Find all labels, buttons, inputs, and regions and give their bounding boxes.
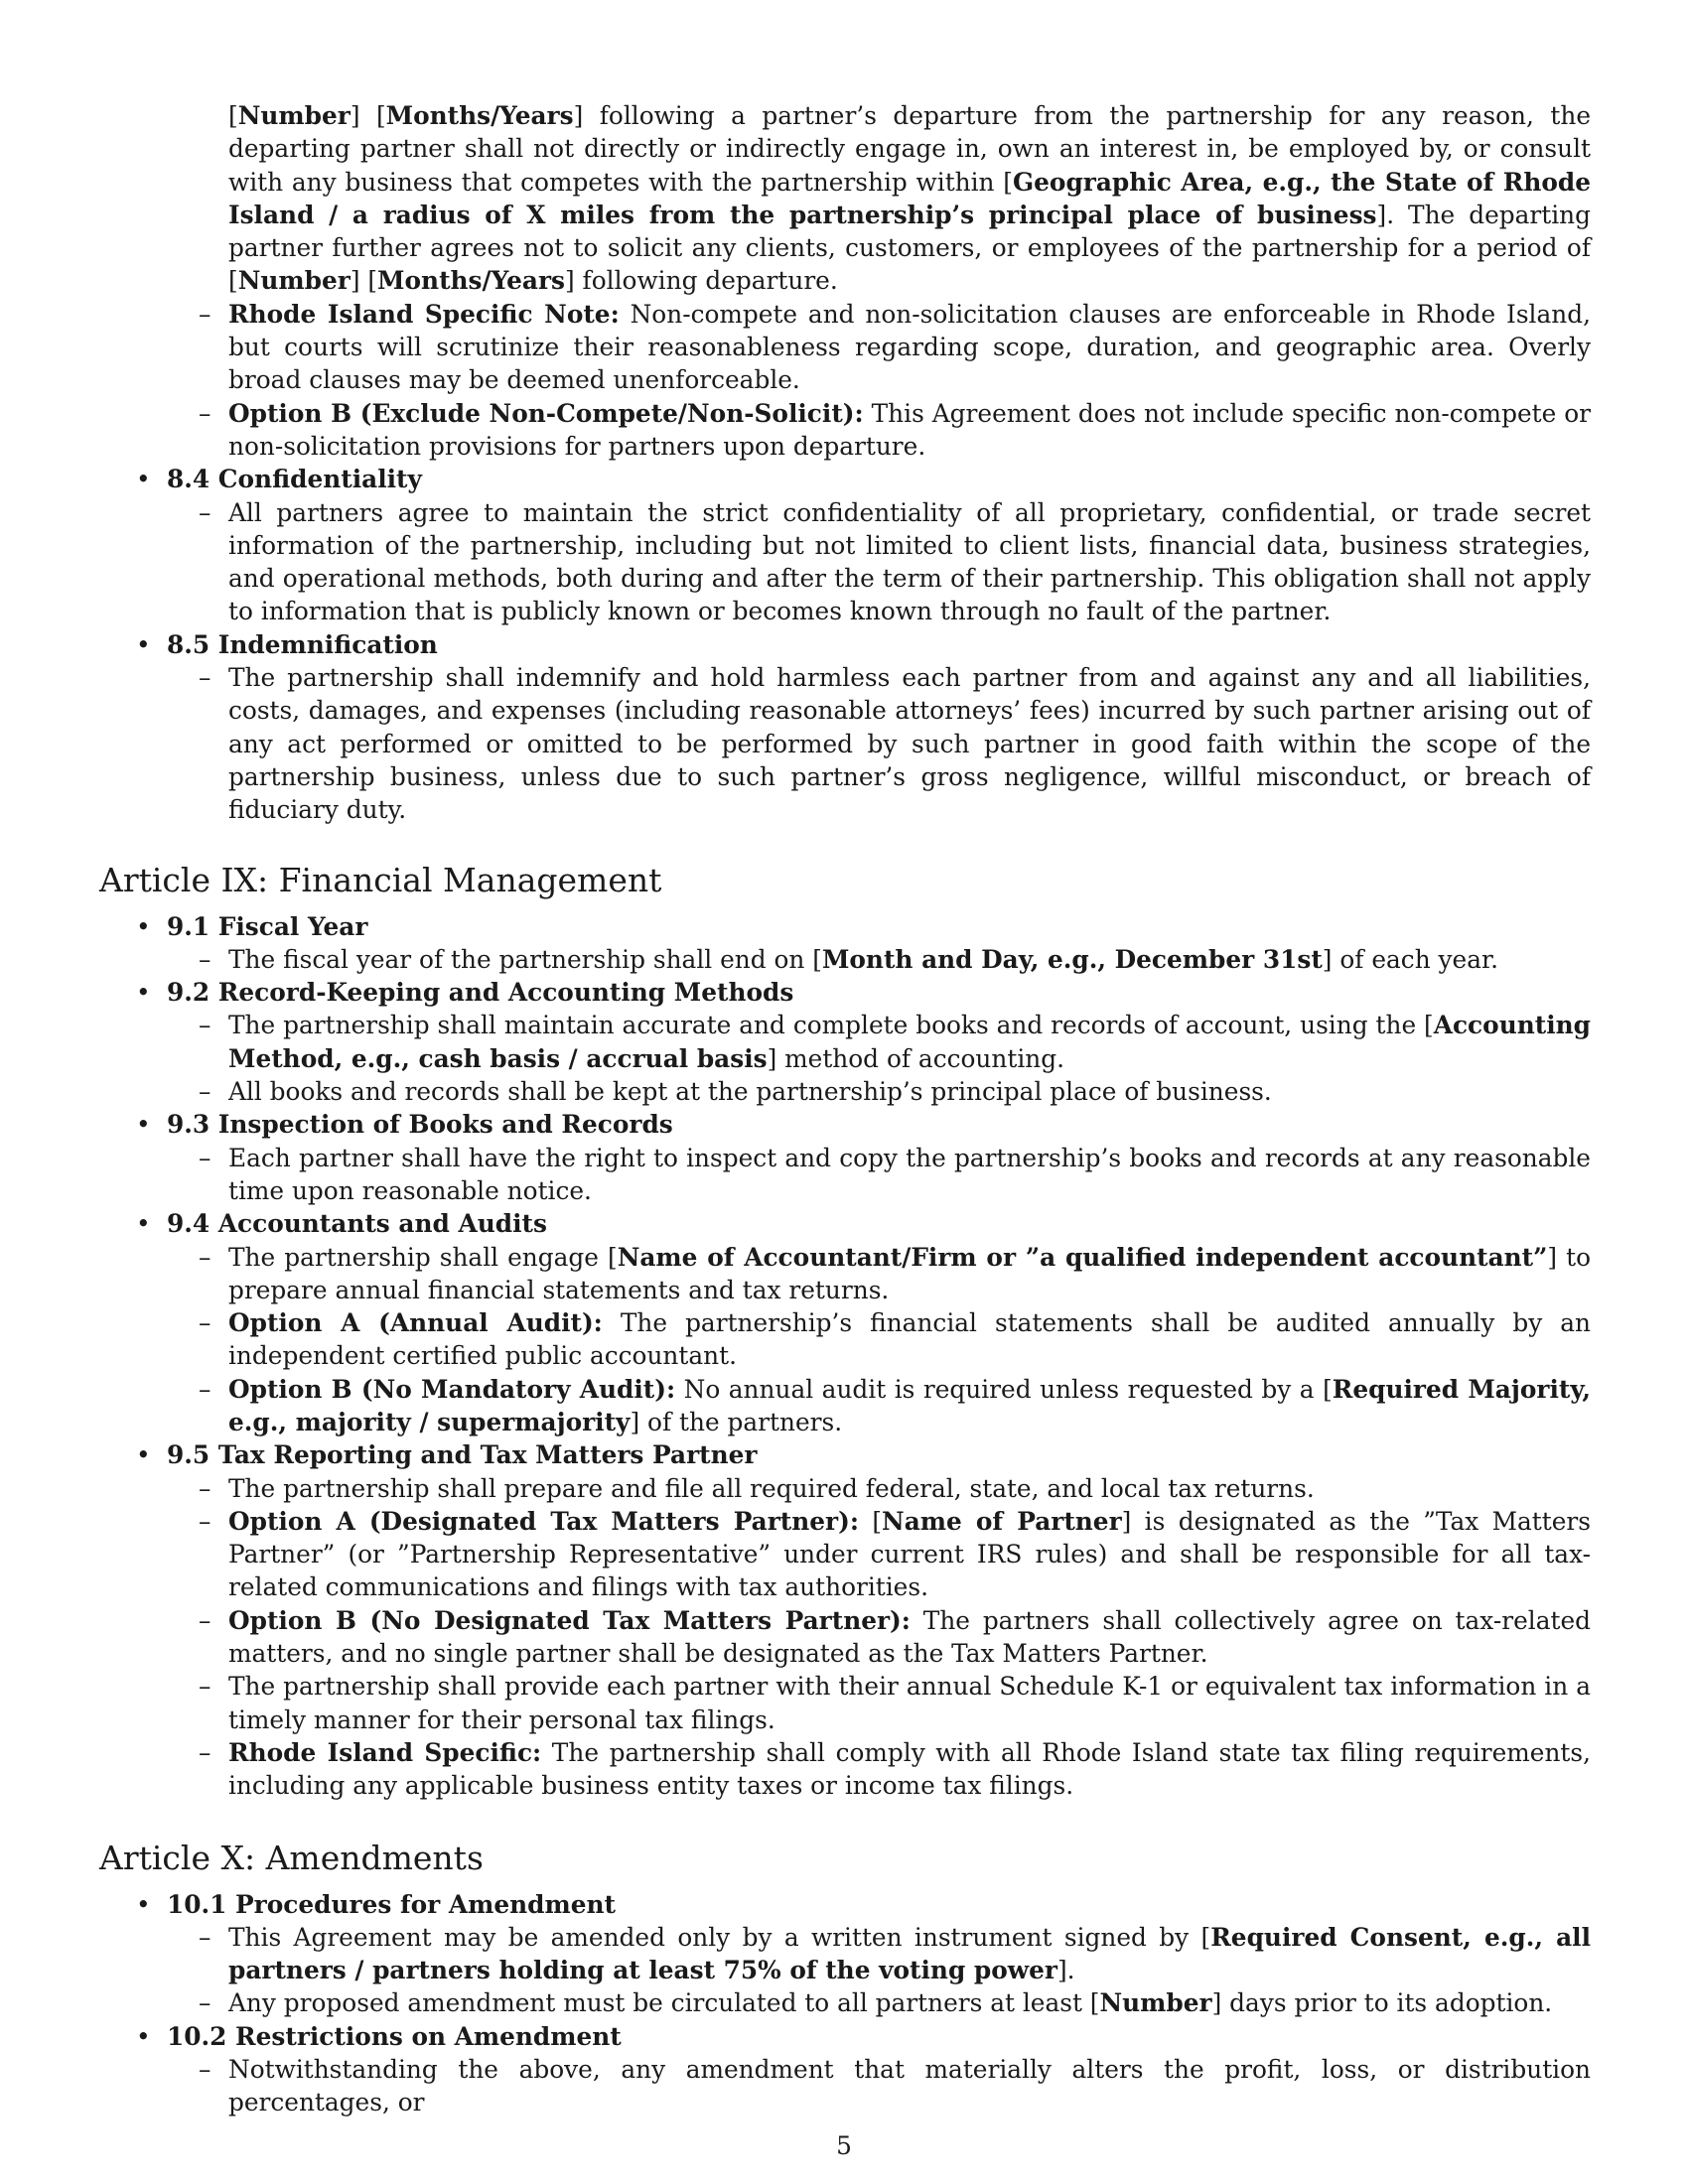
section-heading: 8.5 Indemnification bbox=[167, 629, 438, 659]
list-item bbox=[167, 496, 1591, 628]
text-run: Notwithstanding the above, any amendment that materially alters the profit, loss, or distribution percentages, or bbox=[228, 2055, 1591, 2117]
text-run: This Agreement may be amended only by a written instrument signed by [ bbox=[228, 1922, 1211, 1952]
section-9-1-items bbox=[167, 943, 1591, 976]
text-run: ] following a partner’s departure from the partnership for any reason, the departing partner shall not directly or indirectly engage in, own an interest in, be employed by, or consult with any business that competes with the partnership within [ bbox=[228, 101, 1591, 197]
section-heading: 8.4 Confidentiality bbox=[167, 465, 422, 494]
article-8-continued-list bbox=[167, 99, 1591, 463]
bold-text-run: Accounting Method, e.g., cash basis / accrual basis bbox=[228, 1011, 1591, 1073]
text-run: ] [ bbox=[350, 266, 378, 296]
section-9-2-items bbox=[167, 1009, 1591, 1108]
section-heading: 10.1 Procedures for Amendment bbox=[167, 1889, 616, 1919]
text-run: [ bbox=[228, 101, 238, 130]
text-run: All books and records shall be kept at the partnership’s principal place of business. bbox=[228, 1077, 1272, 1107]
option-b-noncompete-item bbox=[167, 397, 1591, 464]
bold-text-run: Number bbox=[237, 101, 351, 130]
list-item bbox=[167, 1921, 1591, 1987]
bold-text-run: Name of Accountant/Firm or ”a qualified independent accountant” bbox=[617, 1242, 1548, 1272]
list-item bbox=[167, 1670, 1591, 1736]
section-8-5-items bbox=[167, 661, 1591, 826]
section-10-2 bbox=[99, 2020, 1591, 2119]
section-9-3 bbox=[99, 1108, 1591, 1207]
text-run: ] days prior to its adoption. bbox=[1211, 1988, 1553, 2018]
list-item bbox=[167, 1009, 1591, 1075]
bold-text-run: Option B (Exclude Non-Compete/Non-Solicit): bbox=[228, 398, 864, 428]
bold-text-run: Number bbox=[237, 266, 351, 296]
section-9-3-items bbox=[167, 1142, 1591, 1208]
section-9-1 bbox=[99, 910, 1591, 977]
bold-text-run: Month and Day, e.g., December 31st bbox=[821, 944, 1323, 974]
section-9-4-items bbox=[167, 1241, 1591, 1439]
list-item bbox=[167, 1142, 1591, 1208]
text-run: The partnership shall provide each partner with their annual Schedule K-1 or equivalent tax information in a timely manner for their personal tax filings. bbox=[228, 1672, 1591, 1734]
list-item bbox=[167, 1075, 1591, 1108]
list-item bbox=[167, 2053, 1591, 2119]
text-run: ] to prepare annual financial statements and tax returns. bbox=[228, 1242, 1591, 1304]
bold-text-run: Number bbox=[1099, 1988, 1212, 2018]
section-heading: 9.4 Accountants and Audits bbox=[167, 1209, 547, 1239]
section-9-4 bbox=[99, 1207, 1591, 1438]
text-run: The partnership shall prepare and file all required federal, state, and local tax returns. bbox=[228, 1473, 1315, 1503]
bold-text-run: Months/Years bbox=[377, 266, 565, 296]
article-10-sections bbox=[99, 1888, 1591, 2119]
list-item bbox=[167, 1373, 1591, 1439]
article-8-sections bbox=[99, 463, 1591, 826]
list-item bbox=[167, 1505, 1591, 1604]
page-number: 5 bbox=[836, 2131, 852, 2160]
text-run: The partnership shall comply with all Rhode Island state tax filing requirements, including any applicable business entity taxes or income tax filings. bbox=[228, 1737, 1592, 1801]
text-run: ] method of accounting. bbox=[767, 1043, 1064, 1073]
noncompete-continuation-text bbox=[167, 99, 1591, 298]
rhode-island-note-item bbox=[167, 298, 1591, 397]
list-item bbox=[167, 1604, 1591, 1671]
bold-text-run: Required Consent, e.g., all partners / partners holding at least 75% of the voting power bbox=[228, 1922, 1592, 1985]
text-run: All partners agree to maintain the strict confidentiality of all proprietary, confidential, or trade secret information of the partnership, including but not limited to client lists, financial data, business strategies, and operational methods, both during and after the term of their partnership. This obligation shall not apply to information that is publicly known or becomes known through no fault of the partner. bbox=[228, 497, 1591, 626]
article-9-sections bbox=[99, 910, 1591, 1803]
section-10-2-items bbox=[167, 2053, 1591, 2119]
text-run: Non-compete and non-solicitation clauses are enforceable in Rhode Island, but courts will scrutinize their reasonableness regarding scope, duration, and geographic area. Overly broad clauses may be deemed unenforceable. bbox=[228, 299, 1591, 395]
article-10-title: Article X: Amendments bbox=[99, 1838, 484, 1877]
bold-text-run: Rhode Island Specific Note: bbox=[228, 299, 620, 329]
text-run: The partnership shall maintain accurate and complete books and records of account, using the [ bbox=[228, 1011, 1434, 1040]
text-run: The fiscal year of the partnership shall end on [ bbox=[228, 944, 822, 974]
section-10-1-items bbox=[167, 1921, 1591, 2020]
section-8-5 bbox=[99, 628, 1591, 827]
bold-text-run: Option B (No Mandatory Audit): bbox=[228, 1374, 676, 1404]
bold-text-run: Required Majority, e.g., majority / supermajority bbox=[228, 1374, 1591, 1436]
text-run: The partnership shall engage [ bbox=[228, 1242, 618, 1272]
section-heading: 9.5 Tax Reporting and Tax Matters Partner bbox=[167, 1440, 758, 1470]
list-item bbox=[167, 943, 1591, 976]
text-run: ]. bbox=[1057, 1956, 1075, 1985]
bold-text-run: Months/Years bbox=[385, 101, 574, 130]
section-heading: 9.2 Record-Keeping and Accounting Methods bbox=[167, 978, 794, 1008]
page-content bbox=[99, 99, 1591, 2119]
text-run: Each partner shall have the right to inspect and copy the partnership’s books and records at any reasonable time upon reasonable notice. bbox=[228, 1143, 1591, 1205]
text-run: No annual audit is required unless requested by a [ bbox=[675, 1374, 1333, 1404]
section-heading: 10.2 Restrictions on Amendment bbox=[167, 2021, 622, 2051]
bold-text-run: Name of Partner bbox=[882, 1506, 1122, 1536]
bold-text-run: Option A (Annual Audit): bbox=[228, 1308, 603, 1338]
section-9-5 bbox=[99, 1438, 1591, 1802]
bold-text-run: Geographic Area, e.g., the State of Rhode Island / a radius of X miles from the partnership’s principal place of business bbox=[228, 167, 1592, 229]
text-run: ] of each year. bbox=[1322, 944, 1499, 974]
section-9-2 bbox=[99, 976, 1591, 1108]
article-9-title: Article IX: Financial Management bbox=[99, 860, 662, 899]
section-10-1 bbox=[99, 1888, 1591, 2020]
text-run: ] following departure. bbox=[564, 266, 838, 296]
bold-text-run: Option B (No Designated Tax Matters Partner): bbox=[228, 1605, 911, 1635]
text-run: ] is designated as the ”Tax Matters Partner” (or ”Partnership Representative” under current IRS rules) and shall be responsible for all tax-related communications and filings with tax authorities. bbox=[228, 1506, 1591, 1602]
text-run: ] of the partners. bbox=[630, 1407, 843, 1436]
text-run: The partners shall collectively agree on tax-related matters, and no single partner shall be designated as the Tax Matters Partner. bbox=[228, 1605, 1591, 1669]
section-heading: 9.1 Fiscal Year bbox=[167, 911, 368, 941]
section-heading: 9.3 Inspection of Books and Records bbox=[167, 1110, 673, 1140]
text-run: Any proposed amendment must be circulated to all partners at least [ bbox=[228, 1988, 1100, 2018]
text-run: The partnership shall indemnify and hold harmless each partner from and against any and all liabilities, costs, damages, and expenses (including reasonable attorneys’ fees) incurred by such partner arising out of any act performed or omitted to be performed by such partner in good faith within the scope of the partnership business, unless due to such partner’s gross negligence, willful misconduct, or breach of fiduciary duty. bbox=[228, 663, 1591, 825]
section-8-4-items bbox=[167, 496, 1591, 628]
section-9-5-items bbox=[167, 1472, 1591, 1803]
section-8-4 bbox=[99, 463, 1591, 627]
text-run: ] [ bbox=[350, 101, 386, 130]
text-run: The partnership’s financial statements shall be audited annually by an independent certified public accountant. bbox=[228, 1308, 1591, 1371]
list-item bbox=[167, 1472, 1591, 1505]
list-item bbox=[167, 1986, 1591, 2019]
text-run: ]. The departing partner further agrees not to solicit any clients, customers, or employees of the partnership for a period of [ bbox=[228, 200, 1591, 296]
list-item bbox=[167, 1241, 1591, 1307]
list-item bbox=[167, 1736, 1591, 1803]
bold-text-run: Rhode Island Specific: bbox=[228, 1737, 542, 1767]
text-run: This Agreement does not include specific non-compete or non-solicitation provisions for partners upon departure. bbox=[228, 398, 1591, 461]
text-run: [ bbox=[859, 1506, 883, 1536]
list-item bbox=[167, 1306, 1591, 1373]
list-item bbox=[167, 661, 1591, 826]
bold-text-run: Option A (Designated Tax Matters Partner): bbox=[228, 1506, 860, 1536]
